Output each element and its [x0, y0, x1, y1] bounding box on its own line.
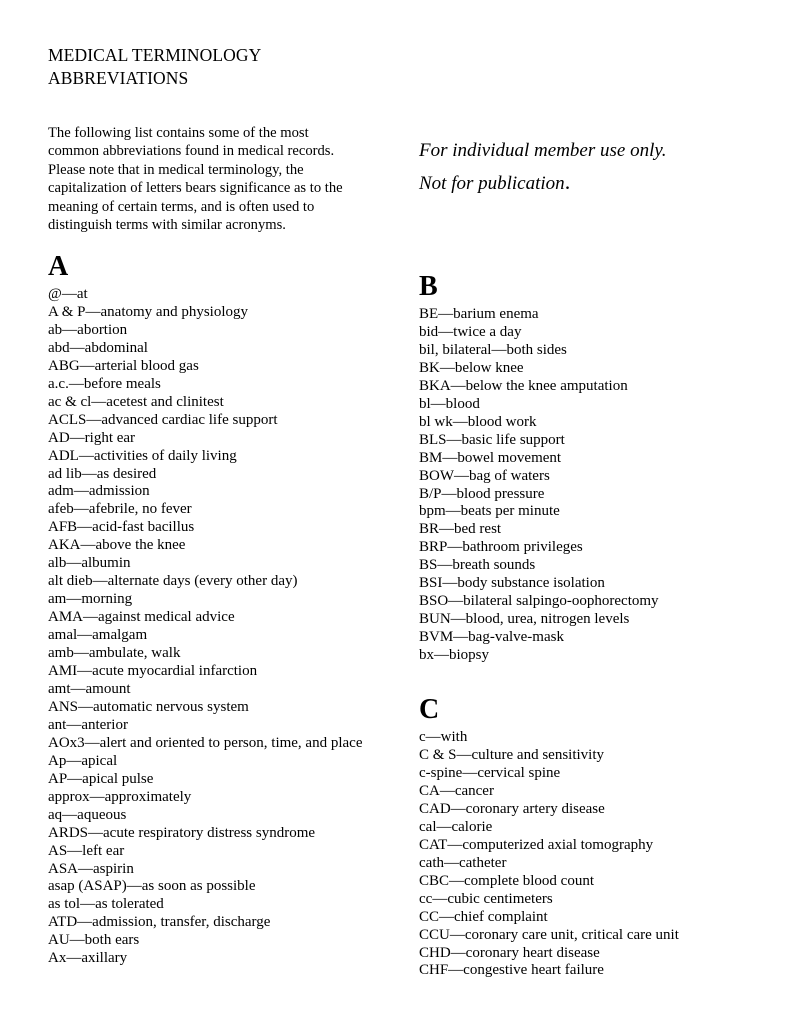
- abbreviation-entry: bil, bilateral—both sides: [419, 341, 567, 358]
- abbreviation-entry: ABG—arterial blood gas: [48, 357, 199, 374]
- abbreviation-entry: BSO—bilateral salpingo-oophorectomy: [419, 593, 659, 610]
- abbreviation-entry: bl wk—blood work: [419, 413, 537, 430]
- usage-notice-line-1: For individual member use only.: [419, 140, 667, 161]
- abbreviation-entry: CBC—complete blood count: [419, 872, 594, 889]
- abbreviation-entry: as tol—as tolerated: [48, 896, 164, 913]
- intro-line-4: capitalization of letters bears significance as to the: [48, 180, 343, 197]
- abbreviation-entry: bid—twice a day: [419, 323, 522, 340]
- abbreviation-entry: BRP—bathroom privileges: [419, 539, 583, 556]
- section-heading-c: C: [419, 694, 440, 726]
- column-left: [48, 252, 398, 968]
- page-title-line-2: ABBREVIATIONS: [48, 68, 189, 88]
- usage-notice-line-2-text: Not for publication: [419, 173, 565, 194]
- intro-paragraph: [48, 124, 388, 234]
- abbreviation-entry: alb—albumin: [48, 555, 131, 572]
- section-b: [419, 272, 769, 665]
- abbreviation-entry: CA—cancer: [419, 782, 494, 799]
- abbreviation-entry: c—with: [419, 729, 468, 746]
- abbreviation-entry: BE—barium enema: [419, 306, 539, 322]
- abbreviation-entry: am—morning: [48, 591, 133, 608]
- abbreviation-entry: afeb—afebrile, no fever: [48, 501, 192, 518]
- section-c: [419, 695, 769, 980]
- abbreviation-entry: BLS—basic life support: [419, 431, 565, 448]
- abbreviation-entry: ATD—admission, transfer, discharge: [48, 914, 271, 931]
- abbreviation-entry: AKA—above the knee: [48, 537, 186, 554]
- abbreviation-entry: Ax—axillary: [48, 950, 128, 967]
- abbreviation-entry: amb—ambulate, walk: [48, 645, 181, 662]
- usage-notice-line-2: [419, 166, 759, 199]
- abbreviation-entry: ANS—automatic nervous system: [48, 698, 249, 715]
- entry-list-b: [419, 306, 769, 665]
- section-spacer: [419, 665, 769, 695]
- abbreviation-entry: bl—blood: [419, 395, 480, 412]
- abbreviation-entry: c-spine—cervical spine: [419, 764, 561, 781]
- abbreviation-entry: BS—breath sounds: [419, 557, 536, 574]
- abbreviation-entry: amal—amalgam: [48, 627, 148, 644]
- section-heading-b: B: [419, 271, 438, 302]
- abbreviation-entry: ADL—activities of daily living: [48, 447, 237, 464]
- abbreviation-entry: BVM—bag-valve-mask: [419, 629, 564, 646]
- usage-notice: [419, 135, 759, 199]
- abbreviation-entry: AD—right ear: [48, 429, 136, 446]
- abbreviation-entry: ab—abortion: [48, 321, 128, 338]
- abbreviation-entry: asap (ASAP)—as soon as possible: [48, 878, 256, 895]
- abbreviation-entry: CHF—congestive heart failure: [419, 962, 604, 979]
- abbreviation-entry: a.c.—before meals: [48, 375, 161, 392]
- abbreviation-entry: abd—abdominal: [48, 339, 148, 356]
- abbreviation-entry: BR—bed rest: [419, 521, 502, 538]
- abbreviation-entry: BOW—bag of waters: [419, 467, 550, 484]
- abbreviation-entry: amt—amount: [48, 680, 131, 697]
- abbreviation-entry: adm—admission: [48, 483, 150, 500]
- intro-line-2: common abbreviations found in medical records.: [48, 143, 335, 160]
- abbreviation-entry: ac & cl—acetest and clinitest: [48, 393, 224, 410]
- abbreviation-entry: approx—approximately: [48, 788, 192, 805]
- usage-notice-period: .: [564, 169, 571, 194]
- abbreviation-entry: CC—chief complaint: [419, 908, 548, 925]
- abbreviation-entry: C & S—culture and sensitivity: [419, 747, 604, 764]
- abbreviation-entry: AS—left ear: [48, 842, 125, 859]
- abbreviation-entry: ACLS—advanced cardiac life support: [48, 411, 278, 428]
- abbreviation-entry: CAD—coronary artery disease: [419, 800, 605, 817]
- abbreviation-entry: AFB—acid-fast bacillus: [48, 519, 195, 536]
- abbreviation-entry: cath—catheter: [419, 854, 507, 871]
- section-heading-a: A: [48, 251, 69, 282]
- abbreviation-entry: BM—bowel movement: [419, 449, 562, 466]
- intro-line-3: Please note that in medical terminology, the: [48, 161, 304, 178]
- abbreviation-entry: @—at: [48, 286, 88, 302]
- abbreviation-entry: AMI—acute myocardial infarction: [48, 663, 258, 680]
- abbreviation-entry: ant—anterior: [48, 716, 128, 733]
- abbreviation-entry: ARDS—acute respiratory distress syndrome: [48, 824, 316, 841]
- abbreviation-entry: BK—below knee: [419, 359, 524, 376]
- abbreviation-entry: AU—both ears: [48, 932, 140, 949]
- abbreviation-entry: BUN—blood, urea, nitrogen levels: [419, 611, 630, 628]
- abbreviation-entry: BSI—body substance isolation: [419, 575, 605, 592]
- abbreviation-entry: AP—apical pulse: [48, 770, 154, 787]
- entry-list-c: [419, 729, 769, 980]
- abbreviation-entry: cc—cubic centimeters: [419, 890, 553, 907]
- abbreviation-entry: ad lib—as desired: [48, 465, 157, 482]
- page-title-line-1: MEDICAL TERMINOLOGY: [48, 45, 262, 65]
- abbreviation-entry: B/P—blood pressure: [419, 485, 545, 502]
- column-right: [419, 272, 769, 980]
- abbreviation-entry: Ap—apical: [48, 752, 118, 769]
- abbreviation-entry: AMA—against medical advice: [48, 609, 235, 626]
- intro-line-1: The following list contains some of the most: [48, 125, 309, 141]
- abbreviation-entry: CHD—coronary heart disease: [419, 944, 600, 961]
- abbreviation-entry: aq—aqueous: [48, 806, 127, 823]
- abbreviation-entry: A & P—anatomy and physiology: [48, 303, 248, 320]
- abbreviation-entry: CAT—computerized axial tomography: [419, 836, 654, 853]
- entry-list-a: [48, 286, 398, 968]
- abbreviation-entry: bx—biopsy: [419, 647, 490, 664]
- abbreviation-entry: alt dieb—alternate days (every other day): [48, 573, 298, 590]
- section-a: [48, 252, 398, 968]
- intro-line-6: distinguish terms with similar acronyms.: [48, 217, 286, 234]
- abbreviation-entry: ASA—aspirin: [48, 860, 134, 877]
- abbreviation-entry: bpm—beats per minute: [419, 503, 560, 520]
- page-title: [48, 44, 468, 90]
- intro-line-5: meaning of certain terms, and is often used to: [48, 198, 315, 215]
- abbreviation-entry: CCU—coronary care unit, critical care unit: [419, 926, 679, 943]
- abbreviation-entry: cal—calorie: [419, 818, 493, 835]
- abbreviation-entry: AOx3—alert and oriented to person, time, and place: [48, 734, 363, 751]
- abbreviation-entry: BKA—below the knee amputation: [419, 377, 628, 394]
